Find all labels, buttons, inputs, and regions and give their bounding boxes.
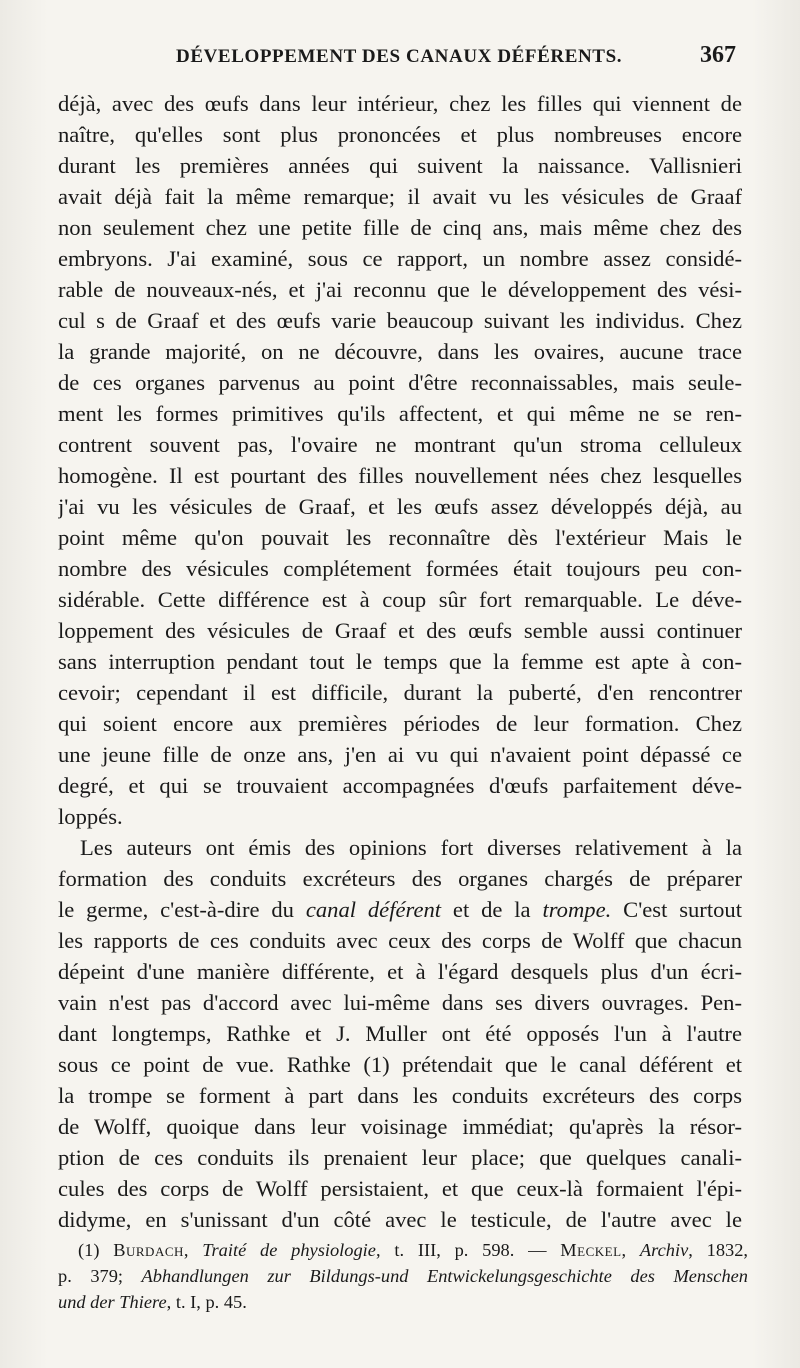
text-line: didyme, en s'unissant d'un côté avec le testicule, de l'autre avec le [58,1207,742,1232]
footnote-work-title: und der Thiere [58,1292,167,1312]
text-line: vain n'est pas d'accord avec lui-même dans ses divers ouvrages. Pen- [58,990,742,1015]
text-line: rable de nouveaux-nés, et j'ai reconnu que le développement des vési- [58,277,742,302]
text-line: sidérable. Cette différence est à coup sûr fort remarquable. Le déve- [58,587,742,612]
text-line: de ces organes parvenus au point d'être reconnaissables, mais seule- [58,370,742,395]
footnote-work-title: Archiv [639,1240,689,1260]
text-line: cul s de Graaf et des œufs varie beaucoup suivant les individus. Chez [58,308,742,333]
footnote-author: Meckel [560,1240,622,1260]
text-line: cules des corps de Wolff persistaient, et que ceux-là formaient l'épi- [58,1176,742,1201]
text-line: ment les formes primitives qu'ils affectent, et qui même ne se ren- [58,401,742,426]
body-text [58,88,742,1235]
paragraph-1 [58,88,742,832]
text-line: déjà, avec des œufs dans leur intérieur, chez les filles qui viennent de [58,91,742,116]
text-span: et de la [441,897,543,922]
text-line: non seulement chez une petite fille de cinq ans, mais même chez des [58,215,742,240]
italic-term-canal-deferent: canal déférent [305,897,442,922]
text-line: de Wolff, quoique dans leur voisinage immédiat; qu'après la résor- [58,1114,742,1139]
footnote-author: Burdach [113,1240,184,1260]
footnote-marker: (1) [78,1240,114,1260]
footnote-work-title: Traité de physiologie [202,1240,376,1260]
footnote-text: p. 379; [58,1266,142,1286]
text-line: sous ce point de vue. Rathke (1) prétendait que le canal déférent et [58,1052,742,1077]
footnote-line [58,1237,748,1263]
footnote-work-title: Abhandlungen zur Bildungs-und Entwickelungsgeschichte des Menschen [141,1266,748,1286]
italic-term-trompe: trompe. [542,897,612,922]
paragraph-2 [58,832,742,1235]
footnote-text: , t. III, p. 598. — [375,1240,561,1260]
footnote-text: , t. I, p. 45. [166,1292,247,1312]
footnote-text: , 1832, [688,1240,748,1260]
footnote-line [58,1263,748,1289]
text-line: une jeune fille de onze ans, j'en ai vu qui n'avaient point dépassé ce [58,742,742,767]
running-head-title: DÉVELOPPEMENT DES CANAUX DÉFÉRENTS. [176,46,623,67]
text-line: ption de ces conduits ils prenaient leur place; que quelques canali- [58,1145,742,1170]
text-line: naître, qu'elles sont plus prononcées et plus nombreuses encore [58,122,742,147]
text-line: formation des conduits excréteurs des organes chargés de préparer [58,866,742,891]
text-line: contrent souvent pas, l'ovaire ne montrant qu'un stroma celluleux [58,432,742,457]
text-line: qui soient encore aux premières périodes de leur formation. Chez [58,711,742,736]
footnote-line [58,1289,748,1315]
text-line: j'ai vu les vésicules de Graaf, et les œufs assez développés déjà, au [58,494,742,519]
text-line: la trompe se forment à part dans les conduits excréteurs des corps [58,1083,742,1108]
text-line: dant longtemps, Rathke et J. Muller ont été opposés l'un à l'autre [58,1021,742,1046]
text-line: dépeint d'une manière différente, et à l'égard desquels plus d'un écri- [58,959,742,984]
footnote-text: , [621,1240,640,1260]
text-line: avait déjà fait la même remarque; il avait vu les vésicules de Graaf [58,184,742,209]
text-line: degré, et qui se trouvaient accompagnées d'œufs parfaitement déve- [58,773,742,798]
text-span: le germe, c'est-à-dire du [58,897,306,922]
text-line: homogène. Il est pourtant des filles nouvellement nées chez lesquelles [58,463,742,488]
text-line: durant les premières années qui suivent la naissance. Vallisnieri [58,153,742,178]
page-number: 367 [700,42,736,68]
text-line: embryons. J'ai examiné, sous ce rapport, un nombre assez considé- [58,246,742,271]
text-line: la grande majorité, on ne découvre, dans les ovaires, aucune trace [58,339,742,364]
text-line: nombre des vésicules complétement formées était toujours peu con- [58,556,742,581]
text-span: C'est surtout [611,897,742,922]
text-line: sans interruption pendant tout le temps que la femme est apte à con- [58,649,742,674]
text-line: loppés. [58,804,123,829]
text-line: les rapports de ces conduits avec ceux des corps de Wolff que chacun [58,928,742,953]
text-line: loppement des vésicules de Graaf et des œufs semble aussi continuer [58,618,742,643]
text-line-with-italics [58,894,742,925]
footnote-text: , [183,1240,203,1260]
running-head [58,42,740,82]
text-line: point même qu'on pouvait les reconnaître dès l'extérieur Mais le [58,525,742,550]
footnote [58,1237,748,1315]
text-line: Les auteurs ont émis des opinions fort diverses relativement à la [80,835,742,860]
text-line: cevoir; cependant il est difficile, durant la puberté, d'en rencontrer [58,680,742,705]
